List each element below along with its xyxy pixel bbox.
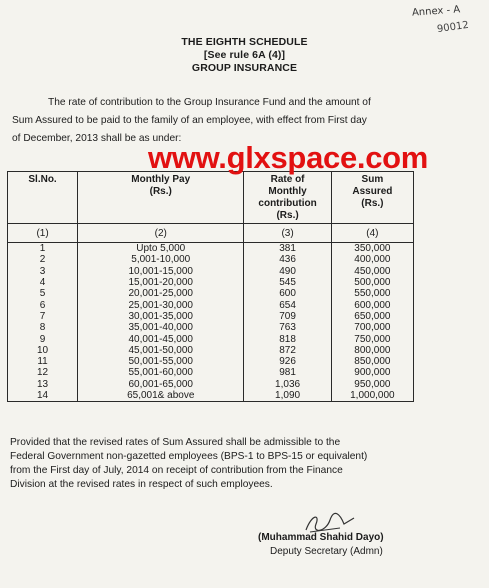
cell-monthly-pay: 55,001-60,000 — [78, 367, 244, 378]
watermark-url: www.glxspace.com — [148, 140, 429, 175]
cell-sl-no: 14 — [8, 390, 78, 402]
cell-sum-assured: 400,000 — [331, 254, 413, 265]
cell-monthly-pay: Upto 5,000 — [78, 243, 244, 255]
table-row — [8, 254, 414, 265]
proviso-line: Provided that the revised rates of Sum Assured shall be admissible to the — [10, 437, 341, 448]
cell-sum-assured: 750,000 — [331, 333, 413, 344]
cell-sl-no: 3 — [8, 266, 78, 277]
cell-sl-no: 4 — [8, 277, 78, 288]
cell-sum-assured: 700,000 — [331, 322, 413, 333]
table-row — [8, 288, 414, 299]
table-row — [8, 299, 414, 310]
column-number: (4) — [331, 224, 413, 243]
cell-monthly-pay: 40,001-45,000 — [78, 333, 244, 344]
cell-sum-assured: 900,000 — [331, 367, 413, 378]
cell-contribution: 490 — [244, 266, 331, 277]
column-number: (1) — [8, 224, 78, 243]
cell-monthly-pay: 10,001-15,000 — [78, 266, 244, 277]
cell-contribution: 818 — [244, 333, 331, 344]
cell-sum-assured: 950,000 — [331, 379, 413, 390]
table-row — [8, 367, 414, 378]
handwritten-number: 90012 — [436, 19, 470, 36]
cell-monthly-pay: 30,001-35,000 — [78, 311, 244, 322]
cell-monthly-pay: 60,001-65,000 — [78, 379, 244, 390]
cell-sl-no: 13 — [8, 379, 78, 390]
table-header-row — [8, 172, 414, 224]
cell-contribution: 981 — [244, 367, 331, 378]
cell-monthly-pay: 5,001-10,000 — [78, 254, 244, 265]
cell-monthly-pay: 20,001-25,000 — [78, 288, 244, 299]
cell-sl-no: 7 — [8, 311, 78, 322]
cell-sl-no: 9 — [8, 333, 78, 344]
cell-sum-assured: 500,000 — [331, 277, 413, 288]
cell-contribution: 1,090 — [244, 390, 331, 402]
cell-contribution: 381 — [244, 243, 331, 255]
proviso-line: Division at the revised rates in respect of such employees. — [10, 479, 273, 490]
cell-monthly-pay: 15,001-20,000 — [78, 277, 244, 288]
table-row — [8, 266, 414, 277]
subject-title: GROUP INSURANCE — [191, 62, 298, 74]
column-number-row — [8, 224, 414, 243]
cell-contribution: 545 — [244, 277, 331, 288]
cell-contribution: 926 — [244, 356, 331, 367]
cell-sl-no: 2 — [8, 254, 78, 265]
cell-contribution: 600 — [244, 288, 331, 299]
signatory-name: (Muhammad Shahid Dayo) — [258, 532, 384, 543]
header-sl-no: Sl.No. — [8, 172, 78, 224]
cell-contribution: 436 — [244, 254, 331, 265]
handwritten-annex-note: Annex - A — [411, 4, 461, 19]
cell-sum-assured: 650,000 — [331, 311, 413, 322]
cell-sl-no: 11 — [8, 356, 78, 367]
table-row — [8, 390, 414, 402]
table-row — [8, 333, 414, 344]
cell-sl-no: 8 — [8, 322, 78, 333]
table-body — [8, 243, 414, 402]
cell-sl-no: 12 — [8, 367, 78, 378]
cell-sum-assured: 550,000 — [331, 288, 413, 299]
table-row — [8, 277, 414, 288]
cell-sum-assured: 1,000,000 — [331, 390, 413, 402]
proviso-paragraph — [10, 436, 406, 492]
cell-contribution: 763 — [244, 322, 331, 333]
table-row — [8, 356, 414, 367]
column-number: (3) — [244, 224, 331, 243]
table-row — [8, 345, 414, 356]
cell-sum-assured: 800,000 — [331, 345, 413, 356]
cell-monthly-pay: 25,001-30,000 — [78, 299, 244, 310]
signatory-title: Deputy Secretary (Admn) — [270, 546, 383, 557]
insurance-table — [7, 171, 414, 402]
header-monthly-pay: Monthly Pay (Rs.) — [78, 172, 244, 224]
table-row — [8, 379, 414, 390]
cell-contribution: 872 — [244, 345, 331, 356]
header-sum-assured: Sum Assured (Rs.) — [331, 172, 413, 224]
column-number: (2) — [78, 224, 244, 243]
proviso-line: Federal Government non-gazetted employees (BPS-1 to BPS-15 or equivalent) — [10, 451, 368, 462]
cell-sum-assured: 600,000 — [331, 299, 413, 310]
schedule-title: THE EIGHTH SCHEDULE — [181, 36, 308, 48]
table-row — [8, 311, 414, 322]
rule-reference: [See rule 6A (4)] — [203, 49, 286, 61]
cell-contribution: 1,036 — [244, 379, 331, 390]
cell-contribution: 654 — [244, 299, 331, 310]
cell-monthly-pay: 65,001& above — [78, 390, 244, 402]
intro-line-3: of December, 2013 shall be as under: — [12, 133, 182, 144]
proviso-line: from the First day of July, 2014 on receipt of contribution from the Finance — [10, 465, 343, 476]
intro-line-2: Sum Assured to be paid to the family of an employee, with effect from First day — [12, 115, 367, 126]
cell-sl-no: 10 — [8, 345, 78, 356]
cell-sl-no: 1 — [8, 243, 78, 255]
cell-monthly-pay: 35,001-40,000 — [78, 322, 244, 333]
cell-sl-no: 6 — [8, 299, 78, 310]
cell-sum-assured: 450,000 — [331, 266, 413, 277]
header-rate-contribution: Rate of Monthly contribution (Rs.) — [244, 172, 331, 224]
cell-monthly-pay: 45,001-50,000 — [78, 345, 244, 356]
cell-sum-assured: 850,000 — [331, 356, 413, 367]
cell-sum-assured: 350,000 — [331, 243, 413, 255]
intro-line-1: The rate of contribution to the Group Insurance Fund and the amount of — [48, 97, 371, 108]
cell-contribution: 709 — [244, 311, 331, 322]
table-row — [8, 322, 414, 333]
cell-monthly-pay: 50,001-55,000 — [78, 356, 244, 367]
table-row — [8, 243, 414, 255]
cell-sl-no: 5 — [8, 288, 78, 299]
